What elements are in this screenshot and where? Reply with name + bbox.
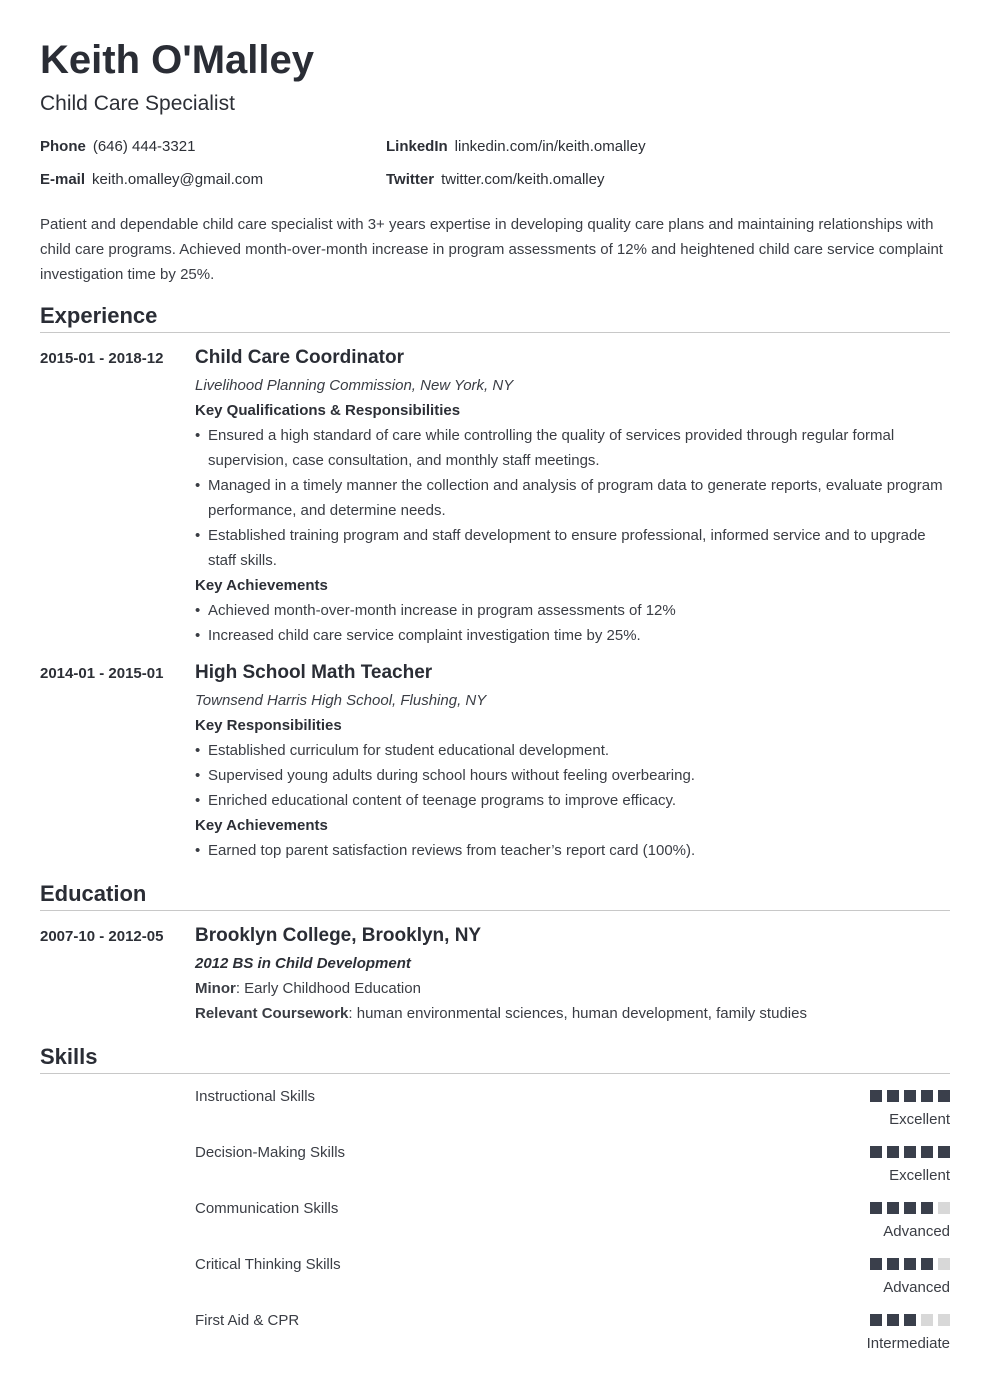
- minor-value: : Early Childhood Education: [235, 980, 421, 997]
- achievements-heading: Key Achievements: [195, 817, 328, 834]
- coursework-line: [195, 1001, 950, 1026]
- responsibilities-list: [195, 738, 950, 813]
- responsibilities-heading: Key Responsibilities: [195, 717, 342, 734]
- rating-square-filled: [887, 1258, 899, 1270]
- rating-square-filled: [887, 1146, 899, 1158]
- skill-level: Advanced: [883, 1279, 950, 1296]
- rating-square-empty: [938, 1258, 950, 1270]
- rating-square-filled: [887, 1202, 899, 1214]
- rating-square-filled: [870, 1146, 882, 1158]
- skill-row: [195, 1255, 950, 1305]
- skills-heading: Skills: [40, 1043, 950, 1074]
- contact-phone: [40, 138, 195, 156]
- list-item: • Achieved month-over-month increase in program assessments of 12%: [195, 598, 950, 623]
- phone-value: (646) 444-3321: [92, 138, 196, 155]
- skill-level: Excellent: [889, 1167, 950, 1184]
- rating-square-empty: [921, 1314, 933, 1326]
- twitter-value[interactable]: twitter.com/keith.omalley: [441, 171, 605, 188]
- skill-level: Advanced: [883, 1223, 950, 1240]
- job-org: Townsend Harris High School, Flushing, NY: [195, 692, 487, 709]
- job-entry: [195, 345, 950, 648]
- rating-square-filled: [887, 1090, 899, 1102]
- skill-row: [195, 1143, 950, 1193]
- job-org: Livelihood Planning Commission, New York, NY: [195, 377, 514, 394]
- responsibilities-heading: Key Qualifications & Responsibilities: [195, 402, 461, 419]
- degree: 2012 BS in Child Development: [195, 955, 411, 972]
- candidate-name: Keith O'Malley: [40, 38, 315, 82]
- rating-square-filled: [904, 1314, 916, 1326]
- twitter-label: Twitter: [386, 171, 435, 188]
- coursework-value: : human environmental sciences, human development, family studies: [348, 1005, 807, 1022]
- skill-rating: [870, 1314, 950, 1326]
- job-entry: [195, 660, 950, 863]
- rating-square-filled: [904, 1258, 916, 1270]
- skill-row: [195, 1199, 950, 1249]
- experience-heading: Experience: [40, 302, 950, 333]
- achievements-heading: Key Achievements: [195, 577, 328, 594]
- skill-rating: [870, 1202, 950, 1214]
- rating-square-filled: [904, 1202, 916, 1214]
- job-title: High School Math Teacher: [195, 662, 433, 683]
- skill-rating: [870, 1258, 950, 1270]
- skill-rating: [870, 1090, 950, 1102]
- rating-square-filled: [870, 1090, 882, 1102]
- linkedin-label: LinkedIn: [386, 138, 448, 155]
- list-item: • Ensured a high standard of care while controlling the quality of services provided through regular formal supervision, case consultation, and monthly staff meetings.: [195, 423, 950, 473]
- rating-square-empty: [938, 1202, 950, 1214]
- skill-name: Critical Thinking Skills: [195, 1256, 341, 1273]
- phone-label: Phone: [40, 138, 86, 155]
- rating-square-filled: [921, 1202, 933, 1214]
- minor-label: Minor: [195, 980, 236, 997]
- responsibilities-list: [195, 423, 950, 573]
- contact-email: [40, 171, 263, 189]
- rating-square-filled: [887, 1314, 899, 1326]
- rating-square-filled: [870, 1314, 882, 1326]
- contact-twitter: [386, 171, 604, 189]
- profile-summary: Patient and dependable child care specialist with 3+ years expertise in developing quality care plans and maintaining relationships with child care programs. Achieved month-over-month increase in program assessments of 12% and heightened child care service complaint investigation time by 25%.: [40, 216, 943, 283]
- email-value[interactable]: keith.omalley@gmail.com: [92, 171, 264, 188]
- email-label: E-mail: [40, 171, 86, 188]
- skill-name: First Aid & CPR: [195, 1312, 300, 1329]
- rating-square-filled: [904, 1090, 916, 1102]
- skill-rating: [870, 1146, 950, 1158]
- education-dates: 2007-10 - 2012-05: [40, 928, 164, 945]
- rating-square-filled: [938, 1146, 950, 1158]
- contact-linkedin: [386, 138, 646, 156]
- achievements-list: [195, 598, 950, 648]
- skill-row: [195, 1087, 950, 1137]
- rating-square-filled: [938, 1090, 950, 1102]
- rating-square-filled: [921, 1258, 933, 1270]
- achievements-list: [195, 838, 950, 863]
- list-item: • Established curriculum for student educational development.: [195, 738, 950, 763]
- skill-level: Excellent: [889, 1111, 950, 1128]
- skill-row: [195, 1311, 950, 1361]
- list-item: • Increased child care service complaint investigation time by 25%.: [195, 623, 950, 648]
- list-item: • Established training program and staff development to ensure professional, informed service and to upgrade staff skills.: [195, 523, 950, 573]
- skill-level: Intermediate: [866, 1335, 950, 1352]
- rating-square-filled: [921, 1146, 933, 1158]
- job-dates: 2015-01 - 2018-12: [40, 350, 164, 367]
- education-heading: Education: [40, 880, 950, 911]
- job-dates: 2014-01 - 2015-01: [40, 665, 164, 682]
- list-item: • Managed in a timely manner the collection and analysis of program data to generate reports, evaluate program performance, and determine needs.: [195, 473, 950, 523]
- school-name: Brooklyn College, Brooklyn, NY: [195, 925, 482, 946]
- rating-square-filled: [870, 1258, 882, 1270]
- skill-name: Communication Skills: [195, 1200, 339, 1217]
- rating-square-filled: [921, 1090, 933, 1102]
- skill-name: Decision-Making Skills: [195, 1144, 346, 1161]
- list-item: • Earned top parent satisfaction reviews from teacher’s report card (100%).: [195, 838, 950, 863]
- list-item: • Supervised young adults during school hours without feeling overbearing.: [195, 763, 950, 788]
- rating-square-empty: [938, 1314, 950, 1326]
- rating-square-filled: [870, 1202, 882, 1214]
- minor-line: [195, 976, 950, 1001]
- rating-square-filled: [904, 1146, 916, 1158]
- candidate-role: Child Care Specialist: [40, 92, 235, 115]
- list-item: • Enriched educational content of teenage programs to improve efficacy.: [195, 788, 950, 813]
- linkedin-value[interactable]: linkedin.com/in/keith.omalley: [454, 138, 646, 155]
- skill-name: Instructional Skills: [195, 1088, 316, 1105]
- education-entry: [195, 923, 950, 1026]
- coursework-label: Relevant Coursework: [195, 1005, 349, 1022]
- job-title: Child Care Coordinator: [195, 347, 405, 368]
